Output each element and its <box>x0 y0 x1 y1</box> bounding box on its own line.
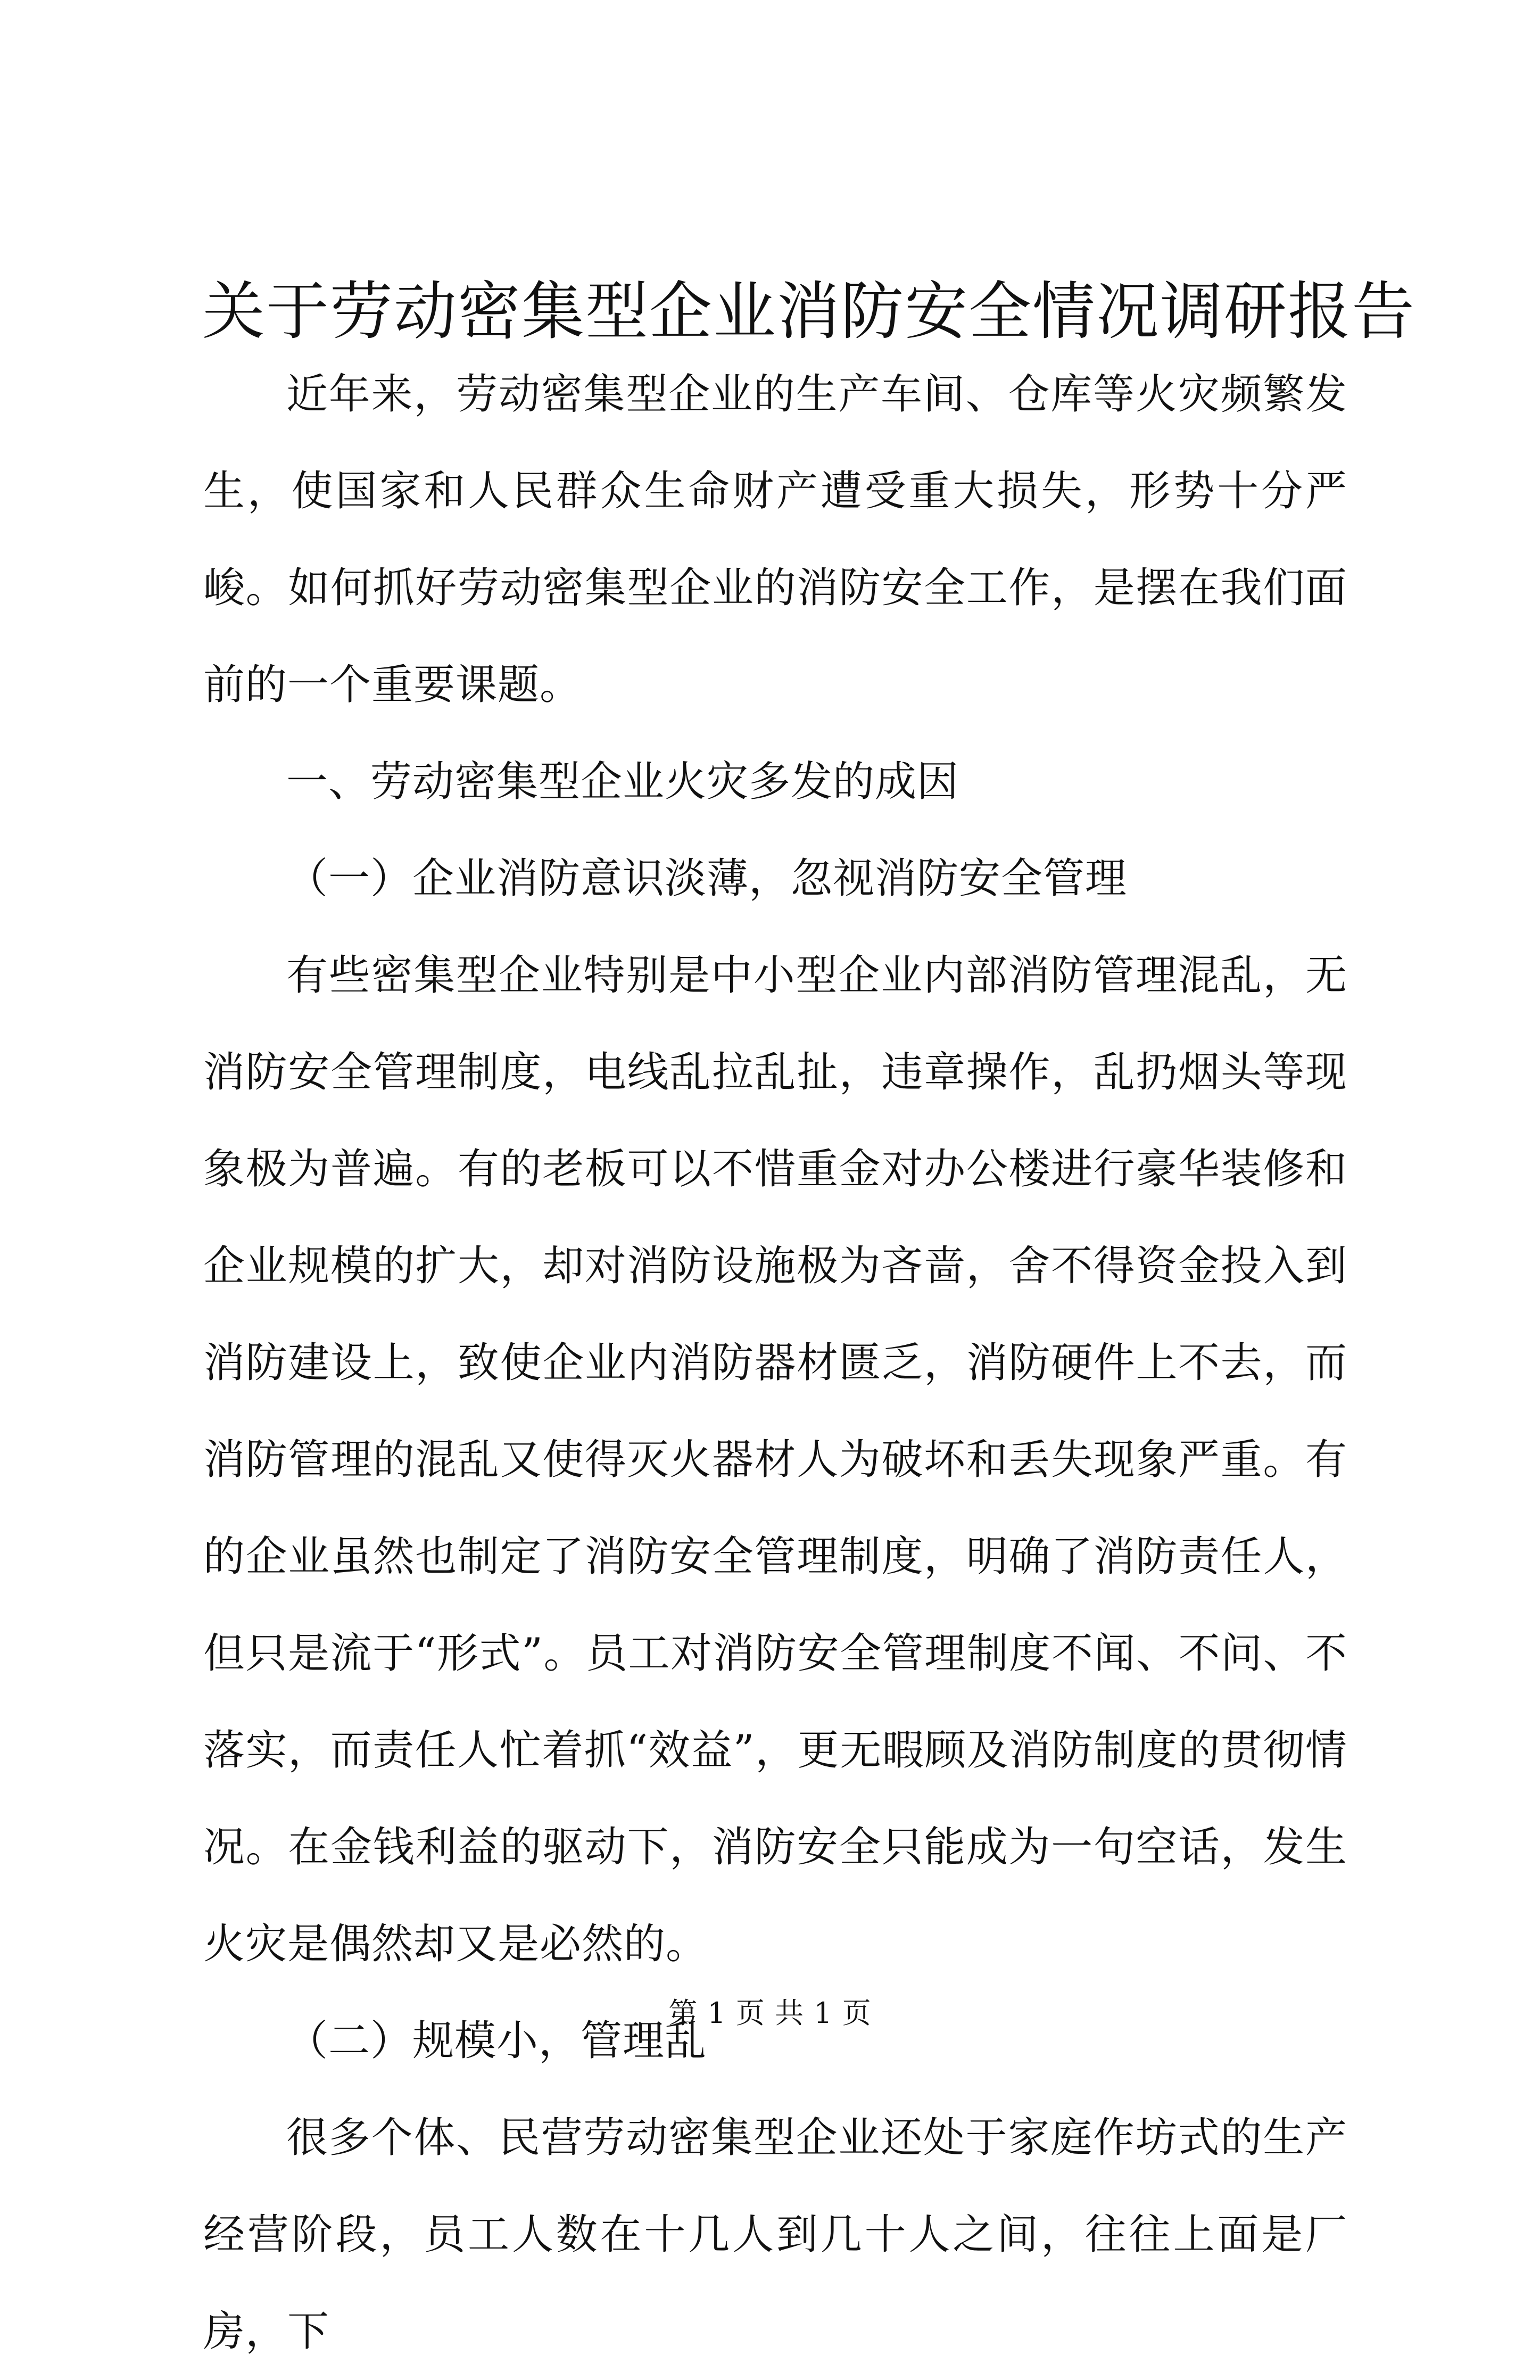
body-paragraph-2: 很多个体、民营劳动密集型企业还处于家庭作坊式的生产经营阶段，员工人数在十几人到几十人之间，往往上面是厂房，下 <box>203 2114 1347 2356</box>
document-title: 关于劳动密集型企业消防安全情况调研报告 <box>202 275 1416 348</box>
document-body <box>203 346 1347 2380</box>
intro-paragraph: 近年来，劳动密集型企业的生产车间、仓库等火灾频繁发生，使国家和人民群众生命财产遭受重大损失，形势十分严峻。如何抓好劳动密集型企业的消防安全工作，是摆在我们面前的一个重要课题。 <box>203 370 1347 709</box>
page-footer: 第 1 页 共 1 页 <box>668 1996 872 2030</box>
body-paragraph-1: 有些密集型企业特别是中小型企业内部消防管理混乱，无消防安全管理制度，电线乱拉乱扯，违章操作，乱扔烟头等现象极为普遍。有的老板可以不惜重金对办公楼进行豪华装修和企业规模的扩大，却对消防设施极为吝啬，舍不得资金投入到消防建设上，致使企业内消防器材匮乏，消防硬件上不去，而消防管理的混乱又使得灭火器材人为破坏和丢失现象严重。有的企业虽然也制定了消防安全管理制度，明确了消防责任人，但只是流于“形式”。员工对消防安全管理制度不闻、不问、不落实，而责任人忙着抓“效益”，更无暇顾及消防制度的贯彻情况。在金钱利益的驱动下，消防安全只能成为一句空话，发生火灾是偶然却又是必然的。 <box>203 952 1347 1968</box>
section-heading-1: 一、劳动密集型企业火灾多发的成因 <box>286 758 959 806</box>
subsection-heading-2: （二）规模小，管理乱 <box>286 2017 707 2065</box>
subsection-heading-1: （一）企业消防意识淡薄，忽视消防安全管理 <box>286 855 1128 903</box>
